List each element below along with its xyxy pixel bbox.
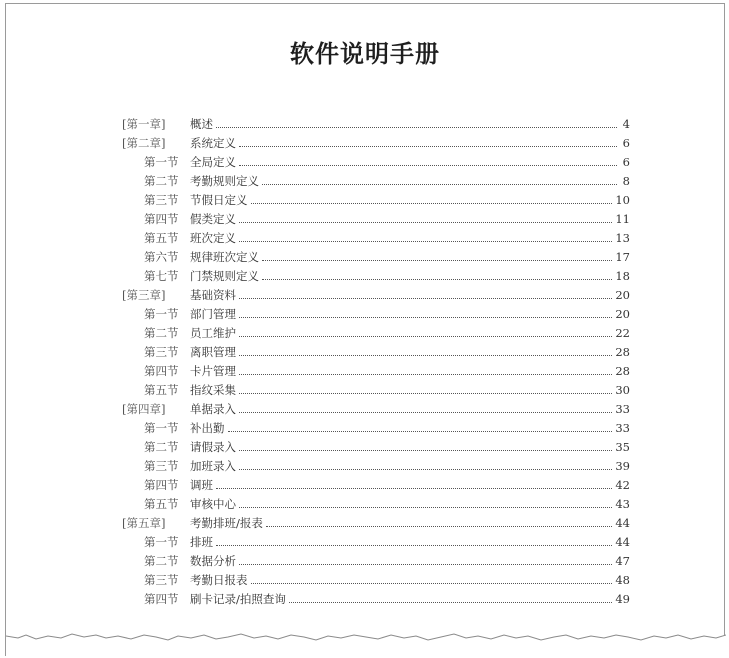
- toc-page-number: 13: [615, 231, 630, 245]
- toc-section-row[interactable]: [144, 150, 630, 169]
- toc-entry-number: 第五节: [144, 383, 179, 397]
- toc-page-number: 20: [615, 288, 630, 302]
- toc-entry-title: 全局定义: [190, 155, 236, 169]
- toc-entry-number: [第五章]: [122, 516, 166, 530]
- toc-page-number: 22: [615, 326, 630, 340]
- toc-chapter-row[interactable]: [122, 283, 630, 302]
- toc-section-row[interactable]: [144, 454, 630, 473]
- toc-entry-title: 数据分析: [190, 554, 236, 568]
- toc-page-number: 33: [615, 421, 630, 435]
- toc-dot-leader: [251, 202, 613, 204]
- toc-page-number: 6: [622, 155, 630, 169]
- toc-entry-number: 第一节: [144, 421, 179, 435]
- toc-entry-number: 第四节: [144, 478, 179, 492]
- toc-section-row[interactable]: [144, 435, 630, 454]
- toc-section-row[interactable]: [144, 549, 630, 568]
- toc-page-number: 43: [615, 497, 630, 511]
- toc-page-number: 20: [615, 307, 630, 321]
- toc-page-number: 4: [622, 117, 630, 131]
- toc-dot-leader: [239, 392, 612, 394]
- toc-entry-number: 第三节: [144, 573, 179, 587]
- toc-entry-number: [第一章]: [122, 117, 166, 131]
- toc-section-row[interactable]: [144, 416, 630, 435]
- toc-page-number: 47: [615, 554, 630, 568]
- toc-entry-number: 第四节: [144, 364, 179, 378]
- toc-entry-title: 系统定义: [190, 136, 236, 150]
- toc-dot-leader: [239, 221, 612, 223]
- torn-edge: [6, 616, 726, 656]
- toc-entry-title: 刷卡记录/拍照查询: [190, 592, 286, 606]
- toc-page-number: 6: [622, 136, 630, 150]
- toc-entry-title: 规律班次定义: [190, 250, 259, 264]
- toc-entry-number: 第一节: [144, 155, 179, 169]
- toc-entry-number: 第一节: [144, 307, 179, 321]
- toc-dot-leader: [239, 335, 612, 337]
- toc-entry-title: 门禁规则定义: [190, 269, 259, 283]
- toc-entry-title: 基础资料: [190, 288, 236, 302]
- toc-dot-leader: [239, 468, 612, 470]
- toc-dot-leader: [239, 563, 612, 565]
- toc-entry-title: 假类定义: [190, 212, 236, 226]
- toc-section-row[interactable]: [144, 207, 630, 226]
- toc-page-number: 11: [615, 212, 630, 226]
- toc-section-row[interactable]: [144, 530, 630, 549]
- toc-page-number: 8: [622, 174, 630, 188]
- toc-section-row[interactable]: [144, 359, 630, 378]
- toc-section-row[interactable]: [144, 321, 630, 340]
- toc-dot-leader: [251, 582, 613, 584]
- toc-dot-leader: [239, 164, 617, 166]
- toc-entry-number: 第七节: [144, 269, 179, 283]
- toc-dot-leader: [216, 487, 612, 489]
- toc-entry-number: 第三节: [144, 193, 179, 207]
- toc-dot-leader: [239, 145, 617, 147]
- toc-page-number: 30: [615, 383, 630, 397]
- toc-dot-leader: [239, 240, 612, 242]
- toc-section-row[interactable]: [144, 340, 630, 359]
- toc-entry-number: 第二节: [144, 440, 179, 454]
- toc-section-row[interactable]: [144, 587, 630, 606]
- toc-page-number: 39: [615, 459, 630, 473]
- toc-entry-number: [第四章]: [122, 402, 166, 416]
- toc-section-row[interactable]: [144, 169, 630, 188]
- toc-dot-leader: [289, 601, 612, 603]
- toc-page-number: 17: [615, 250, 630, 264]
- toc-page-number: 48: [615, 573, 630, 587]
- toc-entry-title: 概述: [190, 117, 213, 131]
- toc-section-row[interactable]: [144, 492, 630, 511]
- document-page: [5, 3, 725, 656]
- toc-entry-title: 单据录入: [190, 402, 236, 416]
- toc-dot-leader: [239, 411, 612, 413]
- toc-section-row[interactable]: [144, 568, 630, 587]
- toc-entry-number: [第二章]: [122, 136, 166, 150]
- toc-entry-number: 第五节: [144, 497, 179, 511]
- toc-entry-title: 员工维护: [190, 326, 236, 340]
- toc-entry-title: 节假日定义: [190, 193, 248, 207]
- toc-section-row[interactable]: [144, 473, 630, 492]
- toc-entry-title: 排班: [190, 535, 213, 549]
- toc-entry-number: [第三章]: [122, 288, 166, 302]
- toc-page-number: 18: [615, 269, 630, 283]
- toc-page-number: 44: [615, 516, 630, 530]
- toc-entry-title: 考勤日报表: [190, 573, 248, 587]
- toc-entry-title: 调班: [190, 478, 213, 492]
- toc-section-row[interactable]: [144, 378, 630, 397]
- toc-dot-leader: [216, 126, 617, 128]
- toc-dot-leader: [239, 316, 612, 318]
- toc-section-row[interactable]: [144, 188, 630, 207]
- toc-entry-number: 第三节: [144, 459, 179, 473]
- toc-page-number: 10: [615, 193, 630, 207]
- toc-dot-leader: [239, 354, 612, 356]
- toc-section-row[interactable]: [144, 302, 630, 321]
- toc-section-row[interactable]: [144, 264, 630, 283]
- toc-entry-title: 加班录入: [190, 459, 236, 473]
- toc-chapter-row[interactable]: [122, 112, 630, 131]
- toc-dot-leader: [239, 297, 612, 299]
- toc-page-number: 49: [615, 592, 630, 606]
- toc-entry-title: 卡片管理: [190, 364, 236, 378]
- toc-entry-number: 第四节: [144, 212, 179, 226]
- toc-entry-title: 审核中心: [190, 497, 236, 511]
- toc-entry-number: 第一节: [144, 535, 179, 549]
- toc-entry-title: 考勤规则定义: [190, 174, 259, 188]
- toc-entry-title: 考勤排班/报表: [190, 516, 263, 530]
- toc-dot-leader: [228, 430, 613, 432]
- toc-chapter-row[interactable]: [122, 511, 630, 530]
- toc-dot-leader: [216, 544, 612, 546]
- document-title: 软件说明手册: [290, 39, 440, 68]
- toc-chapter-row[interactable]: [122, 131, 630, 150]
- toc-entry-number: 第二节: [144, 174, 179, 188]
- toc-entry-number: 第三节: [144, 345, 179, 359]
- toc-entry-title: 离职管理: [190, 345, 236, 359]
- toc-page-number: 33: [615, 402, 630, 416]
- toc-page-number: 35: [615, 440, 630, 454]
- toc-entry-title: 补出勤: [190, 421, 225, 435]
- toc-entry-number: 第六节: [144, 250, 179, 264]
- toc-dot-leader: [266, 525, 612, 527]
- toc-dot-leader: [239, 449, 612, 451]
- toc-entry-title: 指纹采集: [190, 383, 236, 397]
- toc-dot-leader: [239, 373, 612, 375]
- toc-dot-leader: [262, 183, 617, 185]
- toc-dot-leader: [262, 278, 612, 280]
- toc-entry-number: 第二节: [144, 554, 179, 568]
- toc-entry-number: 第五节: [144, 231, 179, 245]
- toc-page-number: 42: [615, 478, 630, 492]
- toc-page-number: 28: [615, 364, 630, 378]
- toc-page-number: 44: [615, 535, 630, 549]
- toc-entry-title: 请假录入: [190, 440, 236, 454]
- toc-section-row[interactable]: [144, 245, 630, 264]
- toc-entry-number: 第二节: [144, 326, 179, 340]
- toc-entry-number: 第四节: [144, 592, 179, 606]
- toc-entry-title: 部门管理: [190, 307, 236, 321]
- toc-dot-leader: [239, 506, 612, 508]
- toc-page-number: 28: [615, 345, 630, 359]
- toc-dot-leader: [262, 259, 612, 261]
- toc-entry-title: 班次定义: [190, 231, 236, 245]
- toc-chapter-row[interactable]: [122, 397, 630, 416]
- toc-section-row[interactable]: [144, 226, 630, 245]
